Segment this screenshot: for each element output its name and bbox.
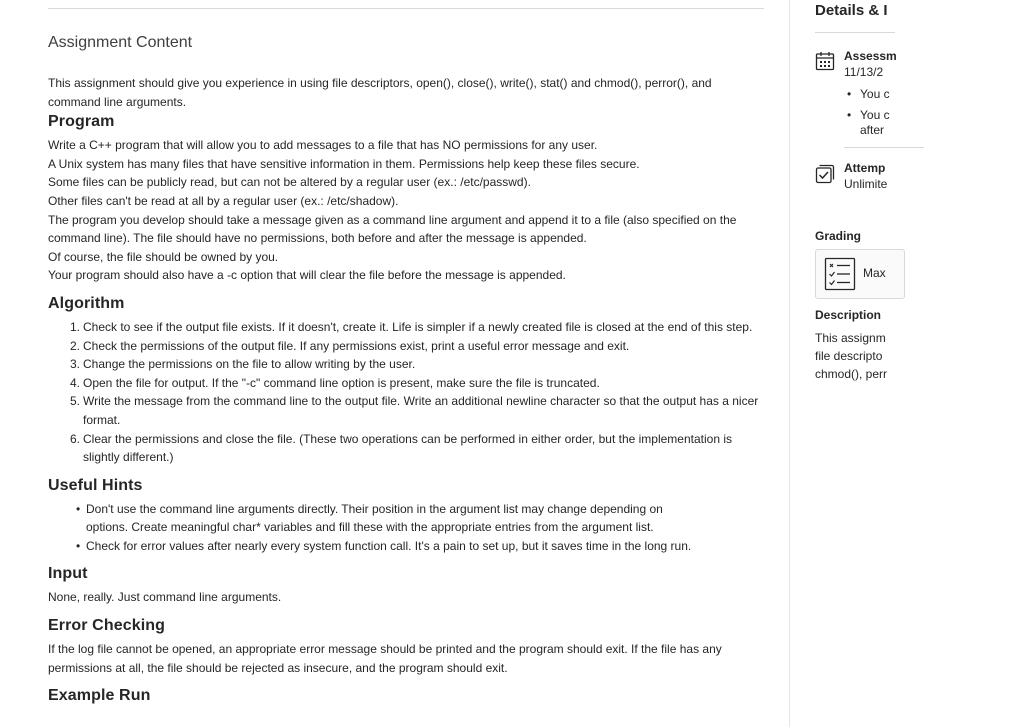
program-line: Of course, the file should be owned by you. (48, 249, 279, 264)
attempts-value: Unlimite (844, 177, 888, 191)
step-number: 4. (70, 375, 81, 390)
step-text: Check the permissions of the output file. If any permissions exist, print a useful error message and exit. (83, 338, 630, 353)
error-checking-text: If the log file cannot be opened, an appropriate error message should be printed and the program should exit. If the file has any permissions at all, the file should be rejected as insecure, and the program should exit. (48, 642, 722, 675)
hints-list (76, 500, 696, 556)
sidebar-divider (844, 147, 924, 148)
max-points-label: Max (863, 266, 886, 280)
calendar-icon (815, 51, 835, 71)
details-sidebar (790, 0, 897, 727)
algorithm-steps (70, 318, 764, 467)
hints-section (48, 475, 764, 556)
top-divider (48, 8, 764, 9)
assessment-due-label: Assessm (844, 49, 897, 63)
description-line: file descripto (815, 349, 883, 363)
hint-text: Check for error values after nearly every system function call. It's a pain to set up, but it saves time in the long run. (86, 538, 692, 553)
intro-paragraph: This assignment should give you experience in using file descriptors, open(), close(), write(), stat() and chmod(), perror(), and command line arguments. (48, 76, 712, 109)
due-note: • You c (844, 87, 890, 102)
step-text: Write the message from the command line to the output file. Write an additional newline character so that the output has a nicer format. (83, 394, 759, 427)
error-checking-heading: Error Checking (48, 617, 165, 635)
example-run-heading: Example Run (48, 687, 151, 705)
input-text: None, really. Just command line arguments. (48, 590, 282, 605)
step-text: Check to see if the output file exists. If it doesn't, create it. Life is simpler if a newly created file is closed at the end of this step. (83, 319, 753, 334)
hint-text: Don't use the command line arguments directly. Their position in the argument list may change depending on options. Create meaningful char* variables and fill these with the appropriate entries from the argument list. (86, 501, 663, 535)
step-number: 3. (70, 357, 81, 372)
algorithm-step (70, 374, 764, 393)
rubric-icon (824, 257, 856, 291)
due-note-continued: after (860, 123, 885, 137)
bullet-icon: • (76, 501, 81, 516)
hint-item (76, 537, 696, 556)
due-date-notes (844, 87, 890, 138)
program-section (48, 111, 764, 285)
step-number: 5. (70, 394, 81, 409)
assignment-article (48, 74, 764, 710)
algorithm-section (48, 293, 764, 467)
hint-item (76, 500, 696, 537)
step-number: 2. (70, 338, 81, 353)
algorithm-heading: Algorithm (48, 294, 125, 312)
algorithm-step (70, 355, 764, 374)
details-title: Details & I (815, 2, 888, 19)
attempts-label: Attemp (844, 161, 886, 175)
attempts-check-icon (815, 164, 835, 184)
algorithm-step (70, 318, 764, 337)
description-text (815, 329, 1015, 383)
bullet-icon: • (76, 538, 81, 553)
step-number: 1. (70, 319, 81, 334)
description-line: This assignm (815, 331, 886, 345)
grading-card[interactable] (815, 249, 905, 299)
step-text: Open the file for output. If the "-c" command line option is present, make sure the file is truncated. (83, 375, 600, 390)
hints-heading: Useful Hints (48, 476, 143, 494)
error-checking-section (48, 615, 764, 677)
program-line: Your program should also have a -c option that will clear the file before the message is appended. (48, 268, 566, 283)
program-line: A Unix system has many files that have sensitive information in them. Permissions help keep these files secure. (48, 156, 640, 171)
assignment-main-panel (48, 0, 764, 727)
program-line: Some files can be publicly read, but can not be altered by a regular user (ex.: /etc/passwd). (48, 175, 531, 190)
program-heading: Program (48, 113, 115, 131)
step-text: Clear the permissions and close the file. (These two operations can be performed in either order, but the implementation is slightly different.) (83, 431, 733, 465)
step-text: Change the permissions on the file to allow writing by the user. (83, 357, 416, 372)
program-line: Other files can't be read at all by a regular user (ex.: /etc/shadow). (48, 193, 399, 208)
grading-label: Grading (815, 229, 862, 243)
step-number: 6. (70, 431, 81, 446)
assignment-content-title: Assignment Content (48, 34, 193, 51)
program-line: Write a C++ program that will allow you to add messages to a file that has NO permissions for any user. (48, 138, 598, 153)
input-section (48, 563, 764, 607)
program-line: The program you develop should take a message given as a command line argument and append it to a file (also specified on the command line). The file should have no permissions, both before and after the message is appended. (48, 212, 737, 246)
algorithm-step (70, 430, 764, 467)
algorithm-step (70, 392, 764, 429)
description-label: Description (815, 308, 882, 322)
sidebar-divider (815, 32, 895, 33)
description-line: chmod(), perr (815, 367, 888, 381)
assessment-due-date: 11/13/2 (844, 65, 884, 79)
due-note: • You c (844, 108, 890, 123)
algorithm-step (70, 337, 764, 356)
input-heading: Input (48, 565, 88, 583)
